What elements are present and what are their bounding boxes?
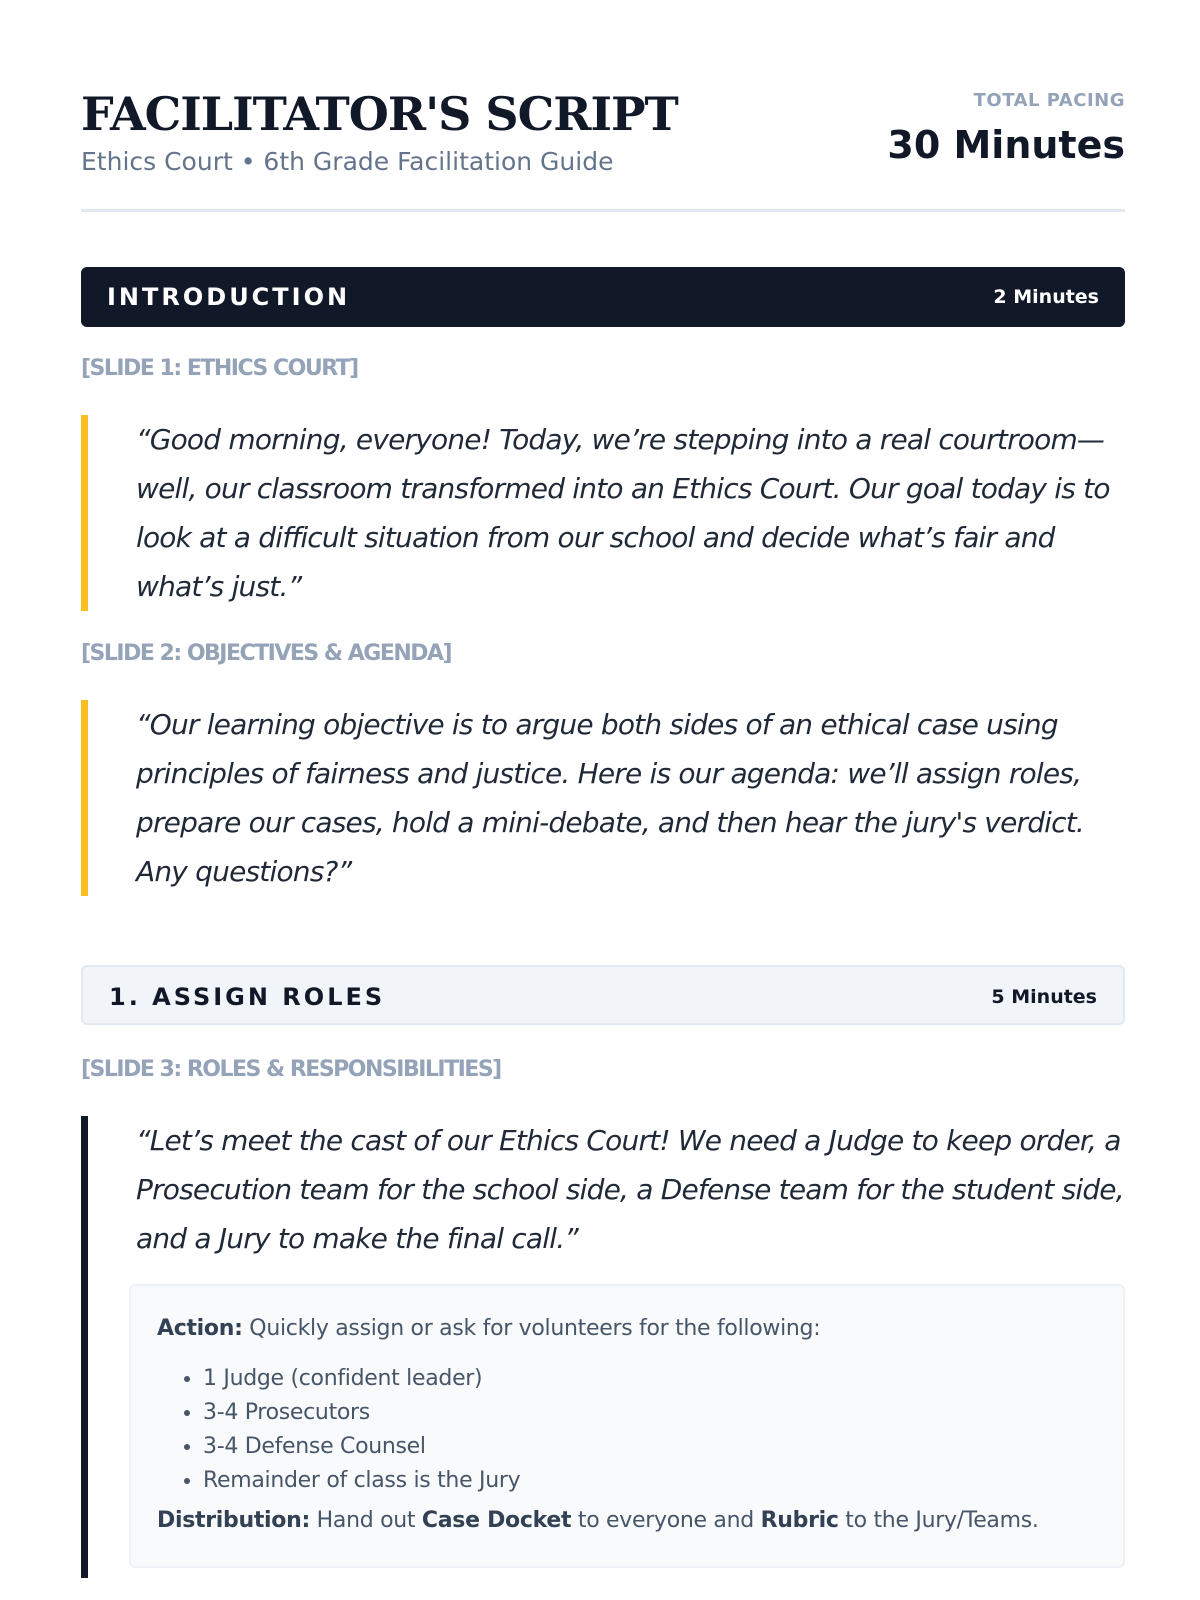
distribution-text: Hand out xyxy=(309,1508,422,1533)
total-pacing-label: TOTAL PACING xyxy=(973,90,1125,111)
slide-label: [SLIDE 2: OBJECTIVES & AGENDA] xyxy=(81,641,452,666)
section-time: 2 Minutes xyxy=(993,286,1099,308)
role-list xyxy=(203,1362,520,1498)
script-quote: “Let’s meet the cast of our Ethics Court! We need a Judge to keep order, a Prosecution team for the school side, a Defense team for the student side, and a Jury to make the final call.” xyxy=(81,1116,1125,1578)
action-label: Action: xyxy=(157,1316,243,1341)
section-time: 5 Minutes xyxy=(991,986,1097,1008)
section-header-introduction xyxy=(81,267,1125,327)
list-item: • 1 Judge (confident leader) xyxy=(203,1362,520,1396)
total-pacing-value: 30 Minutes xyxy=(887,123,1125,167)
section-title: 1. ASSIGN ROLES xyxy=(109,983,386,1011)
script-quote: “Our learning objective is to argue both sides of an ethical case using principles of fairness and justice. Here is our agenda: we’ll assign roles, prepare our cases, hold a mini-debate, and then hear the jury's verdict. Any questions?” xyxy=(81,700,1125,896)
page-title: FACILITATOR'S SCRIPT xyxy=(81,87,678,141)
distribution-text: to the Jury/Teams. xyxy=(838,1508,1039,1533)
facilitator-script-page xyxy=(81,0,1125,1255)
list-item: • 3-4 Defense Counsel xyxy=(203,1430,520,1464)
page-subtitle: Ethics Court • 6th Grade Facilitation Guide xyxy=(81,147,614,176)
slide-label: [SLIDE 3: ROLES & RESPONSIBILITIES] xyxy=(81,1057,501,1082)
rubric-label: Rubric xyxy=(760,1508,839,1533)
action-text: Quickly assign or ask for volunteers for the following: xyxy=(242,1316,821,1341)
list-item: • Remainder of class is the Jury xyxy=(203,1464,520,1498)
distribution-text: to everyone and xyxy=(571,1508,761,1533)
page-header xyxy=(81,0,1125,212)
slide-label: [SLIDE 1: ETHICS COURT] xyxy=(81,356,358,381)
section-title: INTRODUCTION xyxy=(107,283,351,311)
case-docket-label: Case Docket xyxy=(421,1508,572,1533)
distribution-instruction xyxy=(157,1508,1039,1533)
script-quote: “Good morning, everyone! Today, we’re stepping into a real courtroom—well, our classroom transformed into an Ethics Court. Our goal today is to look at a difficult situation from our school and decide what’s fair and what’s just.” xyxy=(81,415,1125,611)
action-instruction xyxy=(157,1316,820,1341)
action-box xyxy=(129,1284,1125,1568)
distribution-label: Distribution: xyxy=(157,1508,310,1533)
list-item: • 3-4 Prosecutors xyxy=(203,1396,520,1430)
section-header-assign-roles xyxy=(81,965,1125,1025)
